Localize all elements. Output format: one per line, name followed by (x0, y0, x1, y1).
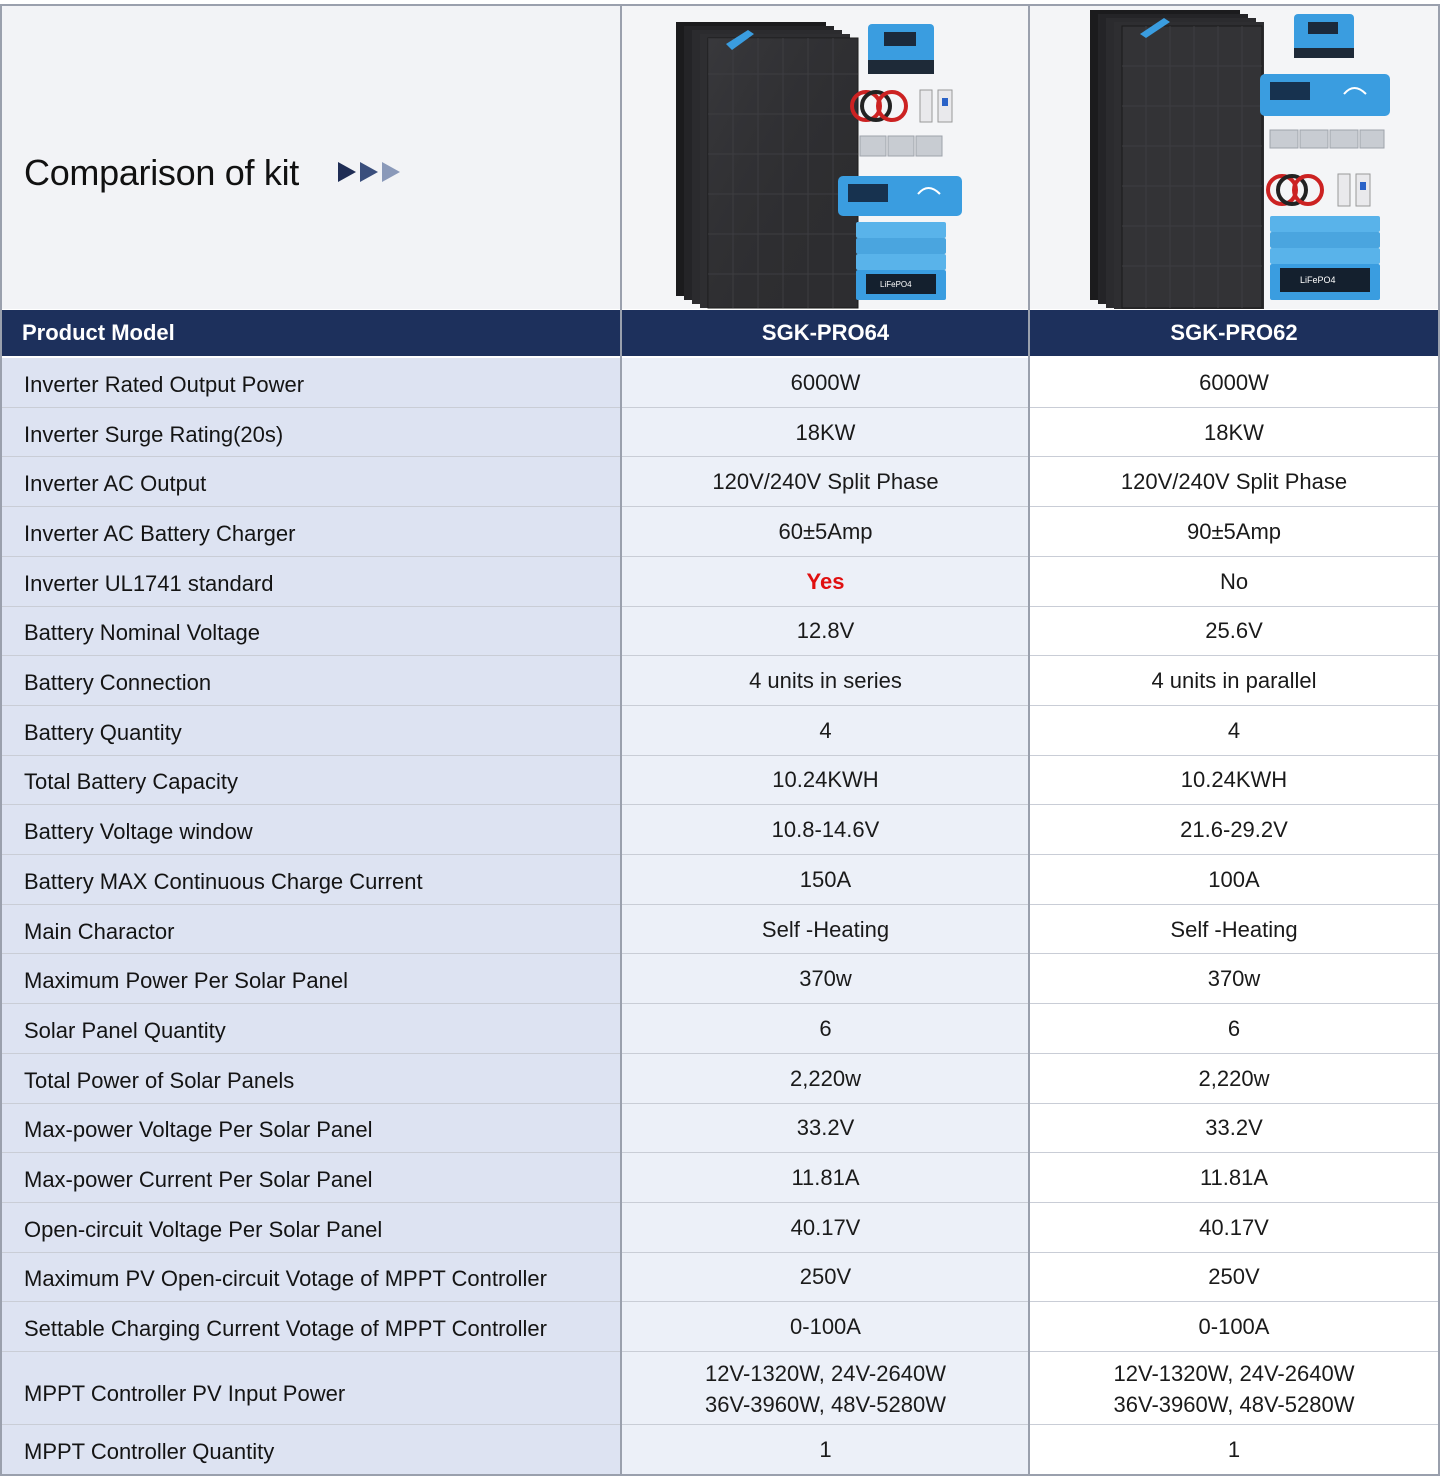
inverter-icon (838, 176, 962, 216)
row-value-pro62 (1030, 1352, 1438, 1425)
row-label (2, 1253, 621, 1303)
product-image-cell-2 (1030, 4, 1438, 309)
row-value-pro64-text: 2,220w (790, 1065, 861, 1091)
cable-icon (1268, 176, 1322, 204)
row-label (2, 457, 621, 507)
row-label (2, 358, 621, 408)
row-value-pro64-text: Self -Heating (761, 916, 890, 942)
row-value-pro64-text: 4 units in series (749, 668, 902, 694)
row-value-pro64-text: 18KW (795, 419, 856, 445)
row-value-pro64 (622, 507, 1029, 557)
inverter-icon (1260, 74, 1390, 116)
row-value-pro64 (622, 954, 1029, 1004)
row-value-pro64 (622, 358, 1029, 408)
table-row (0, 607, 1440, 657)
model-header-label: Product Model (22, 320, 175, 345)
row-value-pro62-text: 6 (1227, 1015, 1241, 1041)
table-row (0, 507, 1440, 557)
row-label-text: Inverter AC Battery Charger (24, 520, 296, 546)
row-value-pro64 (622, 457, 1029, 507)
table-row (0, 1054, 1440, 1104)
row-value-pro64-text: 4 (819, 717, 832, 743)
row-label (2, 408, 621, 458)
row-value-pro64-text: Yes (806, 568, 845, 594)
table-row (0, 1004, 1440, 1054)
row-label-text: Battery Nominal Voltage (24, 620, 261, 646)
row-value-pro62-text: 21.6-29.2V (1180, 817, 1288, 843)
row-label-text: Battery MAX Continuous Charge Current (24, 868, 423, 894)
table-row (0, 1352, 1440, 1425)
row-value-pro62 (1030, 557, 1438, 607)
table-row (0, 706, 1440, 756)
row-value-pro62 (1030, 905, 1438, 955)
row-label-text: Max-power Current Per Solar Panel (24, 1167, 373, 1193)
row-label-text: Inverter UL1741 standard (24, 570, 274, 596)
row-value-pro64 (622, 1425, 1029, 1475)
row-value-pro62 (1030, 1425, 1438, 1475)
row-label (2, 954, 621, 1004)
row-value-pro64-text: 6 (819, 1015, 832, 1041)
model-header-label-cell (2, 310, 621, 356)
row-label-text: Battery Voltage window (24, 819, 253, 845)
row-value-pro62-text: 100A (1208, 866, 1260, 892)
row-label-text: Inverter Rated Output Power (24, 371, 305, 397)
column-divider-2 (1028, 4, 1030, 1475)
row-value-pro64-text: 60±5Amp (778, 518, 873, 544)
product-image-cell-1 (622, 4, 1029, 309)
model-header-cell-2 (1030, 310, 1438, 356)
row-value-pro64-text: 6000W (790, 369, 861, 395)
row-value-pro64 (622, 408, 1029, 458)
row-value-pro62-text: 33.2V (1205, 1115, 1263, 1141)
kit-illustration-pro64 (622, 4, 1029, 309)
row-value-pro64 (622, 1153, 1029, 1203)
table-row (0, 408, 1440, 458)
cable-icon (852, 92, 906, 120)
row-value-pro64 (622, 805, 1029, 855)
kit-illustration-pro62 (1030, 4, 1438, 309)
row-value-pro64-text: 40.17V (790, 1214, 861, 1240)
row-value-pro64 (622, 656, 1029, 706)
title-cell (2, 4, 621, 309)
row-value-pro62-text: 370w (1207, 966, 1261, 992)
arrow-2 (360, 162, 378, 182)
row-value-pro62-text: 4 units in parallel (1151, 668, 1317, 694)
row-value-pro62-text: 25.6V (1205, 618, 1263, 644)
row-value-pro62-text: 18KW (1204, 419, 1264, 445)
row-label (2, 1004, 621, 1054)
solar-panel-icon (1090, 10, 1264, 309)
table-row (0, 954, 1440, 1004)
row-label-text: MPPT Controller Quantity (24, 1439, 275, 1464)
row-value-pro62 (1030, 805, 1438, 855)
row-value-pro62-text: Self -Heating (1170, 916, 1298, 942)
row-label (2, 855, 621, 905)
page-title: Comparison of kit (24, 152, 300, 193)
row-value-pro64-text: 12V-1320W, 24V-2640W 36V-3960W, 48V-5280W (705, 1360, 946, 1417)
row-value-pro64-text: 0-100A (790, 1314, 861, 1340)
row-value-pro62-text: No (1219, 568, 1249, 594)
row-label (2, 1203, 621, 1253)
row-label-text: Maximum PV Open-circuit Votage of MPPT Controller (24, 1266, 547, 1292)
triple-arrow-icon (338, 162, 400, 186)
row-value-pro62-text: 4 (1227, 717, 1241, 743)
row-value-pro62 (1030, 1054, 1438, 1104)
row-value-pro64 (622, 905, 1029, 955)
row-value-pro62-text: 250V (1208, 1264, 1260, 1290)
row-value-pro64 (622, 1004, 1029, 1054)
row-value-pro62 (1030, 706, 1438, 756)
row-value-pro62-text: 6000W (1199, 369, 1269, 395)
row-value-pro62-text: 90±5Amp (1186, 518, 1281, 544)
row-label-text: Battery Connection (24, 670, 212, 696)
row-value-pro62 (1030, 1153, 1438, 1203)
row-label-text: Inverter AC Output (24, 471, 207, 497)
row-value-pro64-text: 120V/240V Split Phase (712, 469, 939, 495)
arrow-1 (338, 162, 356, 182)
table-border-top (0, 4, 1440, 6)
table-border-bottom (0, 1474, 1440, 1476)
row-label (2, 507, 621, 557)
row-value-pro62 (1030, 855, 1438, 905)
row-value-pro62-text: 120V/240V Split Phase (1120, 469, 1348, 495)
row-value-pro64-text: 12.8V (796, 618, 855, 644)
table-row (0, 1153, 1440, 1203)
row-label-text: Total Battery Capacity (24, 769, 238, 795)
row-label (2, 706, 621, 756)
row-value-pro62 (1030, 756, 1438, 806)
table-row (0, 1203, 1440, 1253)
row-label (2, 1352, 621, 1425)
row-value-pro64-text: 370w (799, 966, 852, 992)
table-row (0, 1425, 1440, 1475)
row-label-text: Inverter Surge Rating(20s) (24, 421, 284, 447)
row-value-pro62-text: 12V-1320W, 24V-2640W 36V-3960W, 48V-5280W (1113, 1360, 1355, 1417)
row-value-pro64 (622, 1104, 1029, 1154)
table-row (0, 1302, 1440, 1352)
row-value-pro64-text: 11.81A (791, 1165, 860, 1191)
row-value-pro64-text: 10.24KWH (772, 767, 879, 793)
row-value-pro64 (622, 756, 1029, 806)
table-border-left (0, 4, 2, 1475)
table-row (0, 358, 1440, 408)
row-label-text: Maximum Power Per Solar Panel (24, 968, 349, 994)
table-row (0, 656, 1440, 706)
table-row (0, 805, 1440, 855)
table-row (0, 557, 1440, 607)
row-value-pro64-text: 150A (799, 866, 852, 892)
row-value-pro62-text: 0-100A (1198, 1314, 1270, 1340)
breaker-icon (1338, 174, 1370, 206)
row-value-pro62 (1030, 1253, 1438, 1303)
row-value-pro64 (622, 607, 1029, 657)
row-value-pro64 (622, 1203, 1029, 1253)
row-value-pro64-text: 33.2V (796, 1115, 855, 1141)
row-value-pro62-text: 40.17V (1199, 1214, 1269, 1240)
row-value-pro62-text: 10.24KWH (1180, 767, 1288, 793)
row-label (2, 1104, 621, 1154)
row-label (2, 607, 621, 657)
row-value-pro64-text: 1 (819, 1437, 832, 1462)
row-value-pro62 (1030, 1203, 1438, 1253)
svg-text:LiFePO4: LiFePO4 (1300, 275, 1336, 285)
row-value-pro62 (1030, 1004, 1438, 1054)
row-value-pro64 (622, 1302, 1029, 1352)
table-row (0, 756, 1440, 806)
row-value-pro64 (622, 706, 1029, 756)
battery-icon (1270, 216, 1380, 300)
row-value-pro62 (1030, 457, 1438, 507)
row-label (2, 805, 621, 855)
row-value-pro62 (1030, 607, 1438, 657)
solar-panel-icon (676, 22, 858, 308)
row-value-pro64-text: 250V (799, 1264, 852, 1290)
row-label (2, 905, 621, 955)
row-value-pro64 (622, 1352, 1029, 1425)
row-label (2, 1054, 621, 1104)
model-name-1: SGK-PRO64 (761, 320, 890, 345)
breaker-icon (920, 90, 952, 122)
row-value-pro62 (1030, 1302, 1438, 1352)
row-value-pro62-text: 2,220w (1198, 1065, 1270, 1091)
row-label (2, 1302, 621, 1352)
row-value-pro64 (622, 1253, 1029, 1303)
row-label (2, 1153, 621, 1203)
table-row (0, 905, 1440, 955)
arrow-3 (382, 162, 400, 182)
row-label-text: Total Power of Solar Panels (24, 1067, 295, 1093)
row-label (2, 1425, 621, 1475)
row-value-pro62 (1030, 358, 1438, 408)
table-row (0, 1104, 1440, 1154)
model-header-cell-1 (622, 310, 1029, 356)
row-value-pro64 (622, 1054, 1029, 1104)
model-name-2: SGK-PRO62 (1170, 320, 1298, 345)
row-value-pro62 (1030, 1104, 1438, 1154)
row-label (2, 557, 621, 607)
charge-controller-icon (868, 24, 934, 74)
row-label-text: Battery Quantity (24, 719, 182, 745)
row-value-pro62-text: 1 (1227, 1437, 1241, 1462)
row-value-pro62 (1030, 507, 1438, 557)
row-label-text: Settable Charging Current Votage of MPPT Controller (24, 1316, 547, 1342)
row-value-pro62-text: 11.81A (1199, 1165, 1269, 1191)
row-value-pro64 (622, 855, 1029, 905)
row-value-pro62 (1030, 954, 1438, 1004)
row-label-text: Main Charactor (24, 918, 175, 944)
row-label-text: Max-power Voltage Per Solar Panel (24, 1117, 373, 1143)
row-label-text: Open-circuit Voltage Per Solar Panel (24, 1216, 383, 1242)
column-divider-1 (620, 4, 622, 1475)
row-label-text: MPPT Controller PV Input Power (24, 1380, 346, 1406)
table-row (0, 855, 1440, 905)
svg-text:LiFePO4: LiFePO4 (880, 280, 912, 289)
table-row (0, 1253, 1440, 1303)
charge-controller-icon (1294, 14, 1354, 58)
table-row (0, 457, 1440, 507)
row-label-text: Solar Panel Quantity (24, 1017, 226, 1043)
row-value-pro62 (1030, 656, 1438, 706)
row-value-pro62 (1030, 408, 1438, 458)
battery-icon (856, 222, 946, 300)
row-label (2, 756, 621, 806)
row-value-pro64-text: 10.8-14.6V (771, 817, 880, 843)
row-value-pro64 (622, 557, 1029, 607)
row-label (2, 656, 621, 706)
